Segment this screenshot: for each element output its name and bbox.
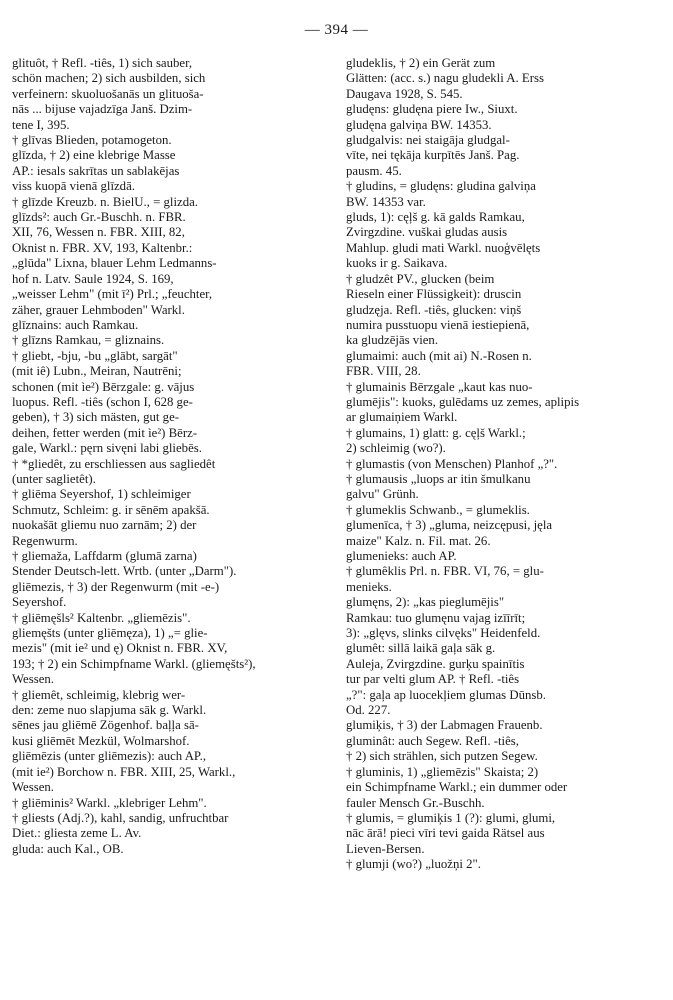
text-line: (unter saglietêt). (12, 471, 96, 486)
text-line: Stender Deutsch-lett. Wrtb. (unter „Darm"). (12, 564, 237, 579)
text-line: glumaimi: auch (mit ai) N.-Rosen n. (346, 348, 532, 363)
text-line: † gliemêt, schleimig, klebrig wer- (12, 687, 186, 702)
text-line: kuoks ir g. Saikava. (346, 256, 448, 271)
text-line: † gliemaža, Laffdarm (glumā zarna) (12, 549, 197, 563)
text-line: Glätten: (acc. s.) nagu gludekli A. Erss (346, 71, 544, 86)
text-line: † *gliedêt, zu erschliessen aus sagliedêt (12, 456, 216, 471)
text-line: FBR. VIII, 28. (346, 364, 421, 379)
text-line: Rieseln einer Flüssigkeit): druscin (346, 287, 522, 302)
text-line: † glīvas Blieden, potamogeton. (12, 133, 172, 148)
text-line: † gliēmęšls² Kaltenbr. „gliemēzis". (12, 610, 191, 625)
text-line: Ramkau: tuo glumęnu vajag izīīrīt; (346, 610, 526, 625)
text-line: nās ... bijuse vajadzīga Janš. Dzim- (12, 102, 193, 117)
text-line: † gliests (Adj.?), kahl, sandig, unfruchtbar (12, 810, 229, 825)
text-line: Seyershof. (12, 595, 67, 610)
text-line: † gluminis, 1) „gliemēzis" Skaista; 2) (346, 764, 539, 779)
text-line: ein Schimpfname Warkl.; ein dummer oder (346, 780, 568, 795)
text-line: † glumji (wo?) „luožņi 2". (346, 857, 481, 872)
text-line: Schmutz, Schleim: g. ir sēnēm apakšā. (12, 502, 210, 517)
text-line: fauler Mensch Gr.-Buschh. (346, 795, 485, 810)
text-line: verfeinern: skuoluošanās un glituoša- (12, 86, 204, 101)
text-line: nuokašāt gliemu nuo zarnām; 2) der (12, 518, 197, 533)
text-line: Wessen. (12, 780, 54, 795)
text-line: viss kuopā vienā glīzdā. (12, 179, 135, 194)
text-line: † gliēma Seyershof, 1) schleimiger (12, 487, 191, 502)
text-line: glumējis": kuoks, gulēdams uz zemes, aplipis (346, 394, 580, 409)
text-line: † gludzêt PV., glucken (beim (346, 271, 495, 286)
text-line: „weisser Lehm" (mit ī²) Prl.; „feuchter, (12, 287, 213, 302)
text-line: deihen, fetter werden (mit ìe²) Bērz- (12, 425, 198, 440)
text-line: † glīzns Ramkau, = gliznains. (12, 333, 165, 348)
text-line: mezis" (mit ie² und ę) Oknist n. FBR. XV, (12, 641, 228, 656)
text-line: vīte, nei tękāja kurpītēs Janš. Pag. (346, 148, 520, 163)
text-line: gliēmēzis (unter gliēmezis): auch AP., (12, 749, 207, 764)
text-line: † glumains, 1) glatt: g. cęļš Warkl.; (346, 425, 526, 440)
text-line: † glumastis (von Menschen) Planhof „?". (346, 456, 558, 471)
text-line: glituôt, † Refl. -tiês, 1) sich sauber, (12, 56, 193, 70)
text-line: Wessen. (12, 672, 54, 687)
text-line: Od. 227. (346, 703, 391, 718)
text-line: † glumis, = glumiķis 1 (?): glumi, glumi, (346, 810, 556, 825)
text-line: „?": gaļa ap luocekļiem glumas Dūnsb. (346, 687, 546, 702)
text-line: 2) schleimig (wo?). (346, 441, 446, 456)
text-line: glumenīca, † 3) „gluma, neizcępusi, jęla (346, 518, 553, 533)
text-line: Daugava 1928, S. 545. (346, 86, 463, 101)
text-line: † gludins, = gludęns: gludina galviņa (346, 179, 536, 194)
text-line: gluds, 1): cęļš g. kā galds Ramkau, (346, 210, 525, 225)
text-line: gale, Warkl.: pęrn sivęni labi gliebēs. (12, 441, 202, 456)
text-line: galvu" Grünh. (346, 487, 419, 502)
text-line: ar glumaiņiem Warkl. (346, 410, 458, 425)
text-line: glīzda, † 2) eine klebrige Masse (12, 148, 176, 163)
text-line: nāc ārā! pieci vīri tevi gaida Rätsel aus (346, 826, 545, 841)
text-line: BW. 14353 var. (346, 194, 426, 209)
text-line: glīznains: auch Ramkau. (12, 317, 139, 332)
text-line: † glumausis „luops ar itin šmulkanu (346, 471, 531, 486)
text-line: tene I, 395. (12, 117, 70, 132)
text-line: AP.: iesals sakrītas un sablakējas (12, 163, 180, 178)
text-line: menieks. (346, 579, 392, 594)
text-line: luopus. Refl. -tiês (schon I, 628 ge- (12, 394, 193, 409)
text-line: numira pusstuopu vienā iestiepienā, (346, 317, 530, 332)
text-line: geben), † 3) sich mästen, gut ge- (12, 410, 180, 425)
text-line: schön machen; 2) sich ausbilden, sich (12, 71, 206, 86)
text-line: † gliebt, -bju, -bu „glābt, sargāt" (12, 348, 178, 363)
text-line: gliēmezis, † 3) der Regenwurm (mit -e-) (12, 579, 220, 594)
text-line: gludzęja. Refl. -tiês, glucken: viņš (346, 302, 522, 317)
text-line: glumiķis, † 3) der Labmagen Frauenb. (346, 718, 543, 733)
text-line: XII, 76, Wessen n. FBR. XIII, 82, (12, 225, 185, 240)
text-line: gliemęšts (unter gliēmęza), 1) „= glie- (12, 626, 208, 641)
text-line: † gliēminis² Warkl. „klebriger Lehm". (12, 795, 207, 810)
text-line: tur par velti glum AP. † Refl. -tiês (346, 672, 520, 687)
text-line: (mit ie²) Borchow n. FBR. XIII, 25, Warkl., (12, 764, 236, 779)
text-line: † glumêklis Prl. n. FBR. VI, 76, = glu- (346, 564, 544, 579)
text-line: Mahlup. gludi mati Warkl. nuoģvēlęts (346, 240, 541, 255)
text-line: glumêt: sillā laikā gaļa sāk g. (346, 641, 496, 656)
text-line: pausm. 45. (346, 163, 402, 178)
text-line: † 2) sich strählen, sich putzen Segew. (346, 749, 538, 764)
text-line: Oknist n. FBR. XV, 193, Kaltenbr.: (12, 240, 193, 255)
right-column (346, 56, 664, 873)
text-line: zäher, grauer Lehmboden" Warkl. (12, 302, 185, 317)
text-line: gludęns: gludęna piere Iw., Siuxt. (346, 102, 518, 117)
text-line: † glīzde Kreuzb. n. BielU., = glizda. (12, 194, 198, 209)
text-line: Auleja, Zvirgzdine. gurķu spainītis (346, 656, 525, 671)
text-line: Zvirgzdine. vuškai gludas ausis (346, 225, 508, 240)
text-line: hof n. Latv. Saule 1924, S. 169, (12, 271, 174, 286)
text-line: „glūda" Lixna, blauer Lehm Ledmanns- (12, 256, 217, 271)
text-line: gluda: auch Kal., OB. (12, 841, 124, 856)
text-line: kusi gliēmēt Mezkül, Wolmarshof. (12, 733, 190, 748)
text-line: Diet.: gliesta zeme L. Av. (12, 826, 142, 841)
text-line: 3): „glęvs, slinks cilvęks" Heidenfeld. (346, 626, 541, 641)
text-line: gludeklis, † 2) ein Gerät zum (346, 56, 496, 70)
text-line: gludęna galviņa BW. 14353. (346, 117, 492, 132)
text-line: (mit iê) Lubn., Meiran, Nautrēni; (12, 364, 182, 379)
text-line: glumęns, 2): „kas pieglumējis" (346, 595, 505, 610)
text-line: maize" Kalz. n. Fil. mat. 26. (346, 533, 491, 548)
text-line: 193; † 2) ein Schimpfname Warkl. (gliemęšts²), (12, 656, 256, 671)
text-line: Regenwurm. (12, 533, 78, 548)
text-line: Lieven-Bersen. (346, 841, 425, 856)
text-line: glumenieks: auch AP. (346, 549, 457, 563)
text-line: schonen (mit ìe²) Bērzgale: g. vājus (12, 379, 195, 394)
text-line: den: zeme nuo slapjuma sāk g. Warkl. (12, 703, 207, 718)
text-line: ka gludzējās vien. (346, 333, 439, 348)
text-line: glīzds²: auch Gr.-Buschh. n. FBR. (12, 210, 186, 225)
text-line: † glumeklis Schwanb., = glumeklis. (346, 502, 530, 517)
text-line: sēnes jau gliēmē Zögenhof. baļļa sā- (12, 718, 199, 733)
text-line: † glumainis Bērzgale „kaut kas nuo- (346, 379, 533, 394)
left-column (12, 56, 334, 857)
text-line: gluminât: auch Segew. Refl. -tiês, (346, 733, 519, 748)
text-line: gludgalvis: nei staigāja gludgal- (346, 133, 510, 148)
page-number: — 394 — (304, 22, 369, 38)
